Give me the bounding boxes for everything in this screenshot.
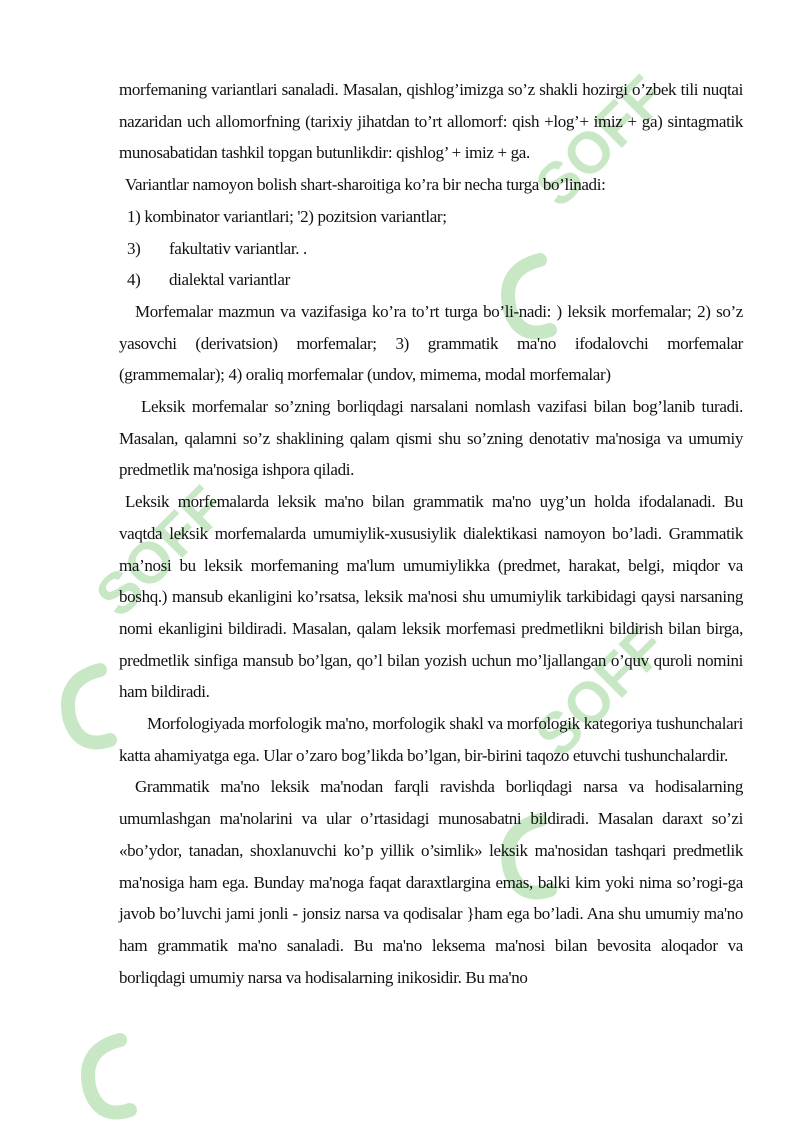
- paragraph-leksik-1: Leksik morfemalar so’zning borliqdagi narsalani nomlash vazifasi bilan bog’lanib turadi. Masalan, qalamni so’z shaklining qalam qismi shu so’zning denotativ ma'nosiga va umumiy predmetlik ma'nosiga ishpora qiladi.: [119, 397, 743, 480]
- list-item: [119, 233, 743, 265]
- document-body: [119, 74, 743, 993]
- list-text: dialektal variantlar: [169, 270, 290, 290]
- svg-text:SOFF: SOFF: [83, 473, 239, 630]
- list-item: [119, 264, 743, 296]
- paragraph-1: morfemaning variantlari sanaladi. Masalan, qishlog’imizga so’z shakli hozirgi o’zbek tili nuqtai nazaridan uch allomorfning (tarixiy jihatdan to’rt allomorf: qish +log’+ imiz + ga) sintagmatik munosabatidan tashkil topgan butunlikdir: qishlog’ + imiz + ga.: [119, 80, 743, 163]
- list-text: fakultativ variantlar. .: [169, 238, 307, 258]
- svg-text:SOFF: SOFF: [523, 613, 679, 770]
- list-line-1-2: 1) kombinator variantlari; '2) pozitsion variantlar;: [127, 206, 447, 226]
- paragraph-morfemalar: Morfemalar mazmun va vazifasiga ko’ra to’rt turga bo’li-nadi: ) leksik morfemalar; 2) so’z yasovchi (derivatsion) morfemalar; 3) grammatik ma'no ifodalovchi morfemalar (grammemalar); 4) oraliq morfemalar (undov, mimema, modal morfemalar): [119, 301, 743, 385]
- list-number: 3): [127, 238, 141, 258]
- paragraph-leksik-2: Leksik morfemalarda leksik ma'no bilan grammatik ma'no uyg’un holda ifodalanadi. Bu vaqtda leksik morfemalarda umumiylik-xususiylik dialektikasi namoyon bo’ladi. Grammatik ma’nosi bu leksik morfemaning ma'lum umumiylikka (predmet, harakat, belgi, miqdor va boshq.) mansub ekanligini ko’rsatsa, leksik ma'nosi shu umumiylik tarkibidagi qaysi narsaning nomi ekanligini bildiradi. Masalan, qalam leksik morfemasi predmetlikni bildirish bilan birga, predmetlik sinfiga mansub bo’lgan, qo’l bilan yozish uchun mo’ljallangan o’quv quroli nomini ham bildiradi.: [119, 492, 743, 702]
- paragraph-grammatik: Grammatik ma'no leksik ma'nodan farqli ravishda borliqdagi narsa va hodisalarning umumlashgan ma'nolarini va ular o’rtasidagi munosabatni bildiradi. Masalan daraxt so’zi «bo’ydor, tanadan, shoxlanuvchi ko’p yillik o’simlik» leksik ma'nosidan tashqari predmetlik ma'nosiga ham ega. Bunday ma'noga faqat daraxtlargina emas, balki kim yoki nima so’rogi-ga javob bo’luvchi jami jonli - jonsiz narsa va qodisalar }ham ega bo’ladi. Ana shu umumiy ma'no ham grammatik ma'no sanaladi. Bu ma'no leksema ma'nosi bilan bevosita aloqador va borliqdagi umumiy narsa va hodisalarning inikosidir. Bu ma'no: [119, 777, 743, 987]
- paragraph-variants-intro: Variantlar namoyon bolish shart-sharoitiga ko’ra bir necha turga bo’linadi:: [125, 175, 606, 195]
- list-number: 4): [127, 270, 141, 290]
- svg-text:SOFF: SOFF: [523, 63, 679, 220]
- paragraph-morfologiya: Morfologiyada morfologik ma'no, morfologik shakl va morfologik kategoriya tushunchalari katta ahamiyatga ega. Ular o’zaro bog’likda bo’lgan, bir-birini taqozo etuvchi tushunchalardir.: [119, 714, 743, 765]
